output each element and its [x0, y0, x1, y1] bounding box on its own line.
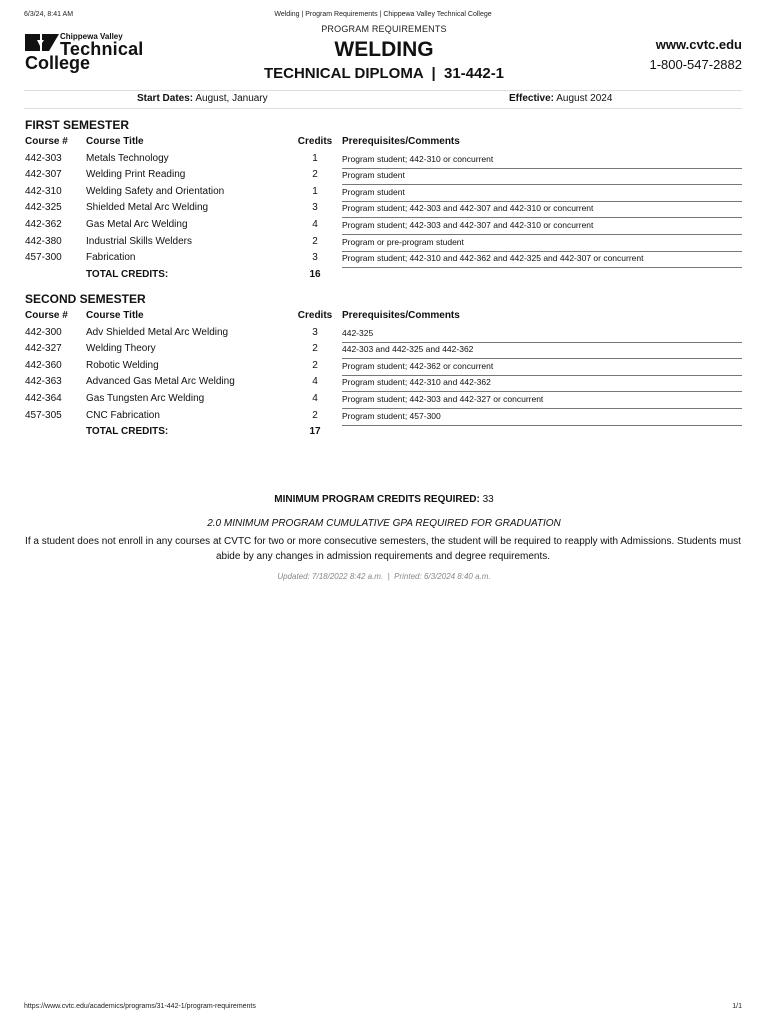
course-prerequisites: Program student; 442-362 or concurrent [342, 360, 742, 376]
first-semester-table [25, 136, 742, 285]
print-footer [24, 1003, 742, 1010]
course-row [25, 252, 742, 269]
course-title: CNC Fabrication [86, 409, 160, 421]
start-dates-value: August, January [195, 93, 268, 104]
course-number: 457-300 [25, 252, 62, 264]
course-title: Advanced Gas Metal Arc Welding [86, 376, 235, 388]
print-page-title: Welding | Program Requirements | Chippewa Valley Technical College [274, 11, 492, 18]
course-number: 442-310 [25, 185, 62, 197]
course-credits: 3 [312, 252, 318, 264]
page-number: 1/1 [732, 1003, 742, 1010]
course-credits: 2 [312, 169, 318, 181]
divider [24, 90, 742, 91]
course-row [25, 343, 742, 360]
gpa-requirement: 2.0 MINIMUM PROGRAM CUMULATIVE GPA REQUIRED FOR GRADUATION [207, 518, 561, 529]
course-title: Fabrication [86, 252, 136, 264]
enrollment-note: If a student does not enroll in any courses at CVTC for two or more consecutive semesters, the student will be required to reapply with Admissions. Students must abide by any changes in admission requirements and degree requirements. [25, 536, 741, 562]
course-credits: 3 [312, 326, 318, 338]
header-prerequisites: Prerequisites/Comments [342, 310, 460, 321]
total-credits-row [25, 426, 742, 443]
course-prerequisites: 442-325 [342, 327, 742, 343]
course-number: 442-363 [25, 376, 62, 388]
print-datetime: 6/3/24, 8:41 AM [24, 11, 74, 18]
semester-title: FIRST SEMESTER [25, 118, 130, 132]
course-number: 442-327 [25, 343, 62, 355]
course-title: Adv Shielded Metal Arc Welding [86, 326, 229, 338]
effective-value: August 2024 [556, 93, 613, 104]
total-credits-label: TOTAL CREDITS: [86, 268, 169, 280]
course-prerequisites: Program student; 442-303 and 442-327 or concurrent [342, 393, 742, 409]
course-credits: 3 [312, 202, 318, 214]
course-row [25, 186, 742, 203]
course-row [25, 169, 742, 186]
header-course-title: Course Title [86, 310, 144, 321]
course-row [25, 327, 742, 344]
course-row [25, 219, 742, 236]
program-subtitle: TECHNICAL DIPLOMA | 31-442-1 [263, 65, 505, 82]
course-number: 442-364 [25, 392, 62, 404]
course-title: Industrial Skills Welders [86, 235, 192, 247]
course-credits: 1 [312, 185, 318, 197]
course-credits: 4 [312, 376, 318, 388]
course-prerequisites: Program or pre-program student [342, 236, 742, 252]
course-row [25, 202, 742, 219]
course-prerequisites: Program student; 442-303 and 442-307 and 442-310 or concurrent [342, 202, 742, 218]
course-row [25, 360, 742, 377]
course-number: 442-380 [25, 235, 62, 247]
course-title: Welding Print Reading [86, 169, 186, 181]
course-prerequisites: Program student; 442-303 and 442-307 and 442-310 or concurrent [342, 219, 742, 235]
effective-label: Effective: [509, 93, 555, 104]
course-credits: 2 [312, 359, 318, 371]
header-course-number: Course # [25, 136, 68, 147]
course-number: 442-303 [25, 152, 62, 164]
course-row [25, 236, 742, 253]
header-course-title: Course Title [86, 136, 144, 147]
logo-text-technical: Technical [60, 39, 144, 59]
course-prerequisites: Program student [342, 169, 742, 185]
total-credits-label: TOTAL CREDITS: [86, 426, 169, 438]
course-number: 457-305 [25, 409, 62, 421]
course-credits: 4 [312, 218, 318, 230]
logo-text-college: College [25, 53, 91, 73]
course-credits: 1 [312, 152, 318, 164]
total-credits-row [25, 269, 742, 286]
semester-title: SECOND SEMESTER [25, 292, 146, 306]
header-credits: Credits [297, 136, 333, 147]
divider [24, 108, 742, 109]
start-dates-label: Start Dates: [137, 93, 194, 104]
course-credits: 2 [312, 235, 318, 247]
course-row [25, 153, 742, 170]
program-title: WELDING [334, 38, 434, 61]
course-title: Welding Theory [86, 343, 156, 355]
print-header [24, 11, 742, 21]
course-prerequisites: Program student; 442-310 and 442-362 [342, 376, 742, 392]
course-prerequisites: Program student; 457-300 [342, 410, 742, 426]
course-credits: 4 [312, 392, 318, 404]
website-link[interactable]: www.cvtc.edu [655, 37, 742, 52]
second-semester-table [25, 310, 742, 443]
section-label: PROGRAM REQUIREMENTS [321, 24, 447, 34]
course-row [25, 410, 742, 427]
print-url[interactable]: https://www.cvtc.edu/academics/programs/31-442-1/program-requirements [24, 1003, 256, 1010]
course-number: 442-325 [25, 202, 62, 214]
course-title: Shielded Metal Arc Welding [86, 202, 209, 214]
minimum-credits [0, 494, 768, 505]
updated-printed-line: Updated: 7/18/2022 8:42 a.m. | Printed: 6/3/2024 8:40 a.m. [277, 572, 491, 581]
table-header-row [25, 136, 742, 153]
contact-info [649, 37, 742, 72]
course-row [25, 393, 742, 410]
course-prerequisites: Program student [342, 186, 742, 202]
course-title: Welding Safety and Orientation [86, 185, 225, 197]
course-prerequisites: Program student; 442-310 or concurrent [342, 153, 742, 169]
course-title: Robotic Welding [86, 359, 159, 371]
course-title: Gas Tungsten Arc Welding [86, 392, 205, 404]
total-credits-value: 16 [309, 268, 321, 280]
course-row [25, 376, 742, 393]
course-number: 442-362 [25, 218, 62, 230]
logo-text-small: Chippewa Valley [60, 32, 123, 41]
header-credits: Credits [297, 310, 333, 321]
effective-date [509, 93, 612, 104]
course-number: 442-300 [25, 326, 62, 338]
course-number: 442-360 [25, 359, 62, 371]
table-header-row [25, 310, 742, 327]
minimum-credits-value: 33 [482, 494, 494, 505]
course-title: Gas Metal Arc Welding [86, 218, 188, 230]
total-credits-value: 17 [309, 426, 321, 438]
course-credits: 2 [312, 409, 318, 421]
course-prerequisites: Program student; 442-310 and 442-362 and 442-325 and 442-307 or concurrent [342, 252, 742, 268]
minimum-credits-label: MINIMUM PROGRAM CREDITS REQUIRED: [274, 494, 480, 505]
course-title: Metals Technology [86, 152, 169, 164]
phone-number: 1-800-547-2882 [649, 57, 742, 72]
course-number: 442-307 [25, 169, 62, 181]
header-prerequisites: Prerequisites/Comments [342, 136, 460, 147]
start-dates [137, 93, 268, 104]
header-course-number: Course # [25, 310, 68, 321]
course-credits: 2 [312, 343, 318, 355]
course-prerequisites: 442-303 and 442-325 and 442-362 [342, 343, 742, 359]
